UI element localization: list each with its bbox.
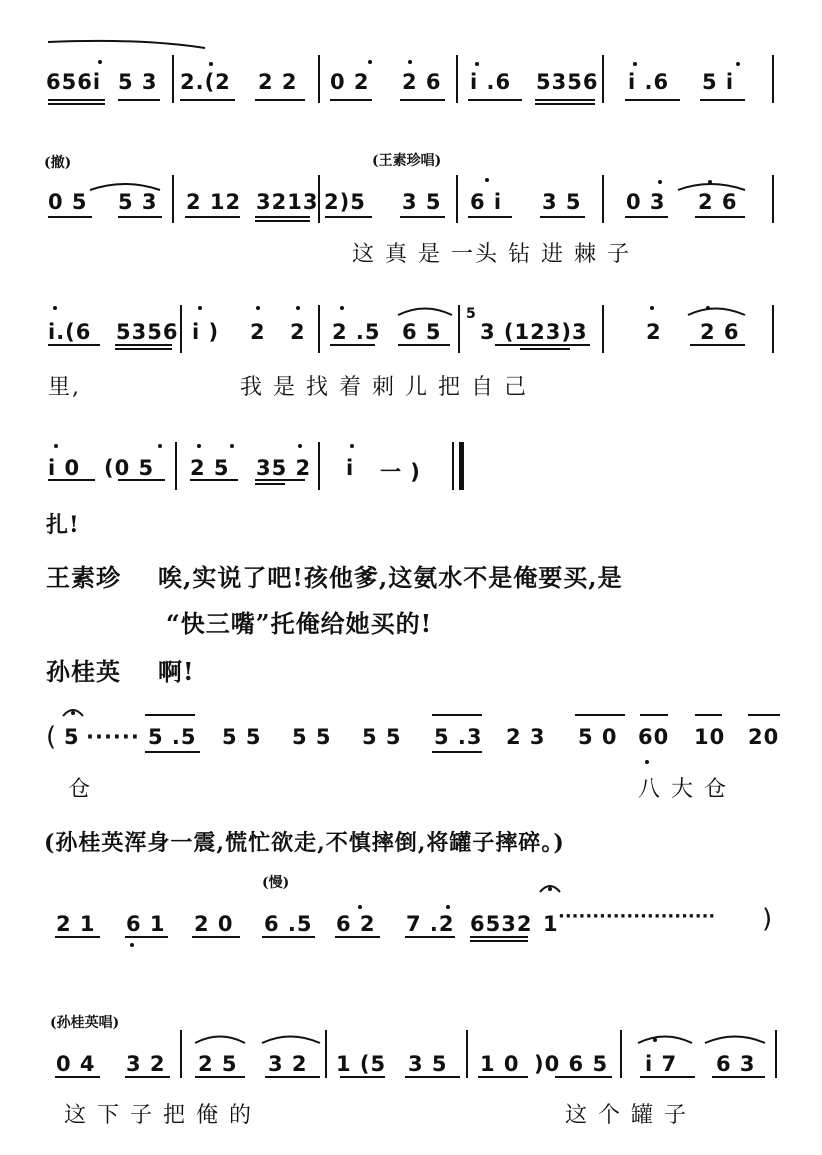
- note-cell: 2 0: [194, 912, 234, 936]
- barline: [175, 442, 177, 490]
- close-paren: ): [762, 904, 774, 934]
- note-cell: 3 5: [542, 190, 582, 214]
- barline: [458, 305, 460, 353]
- note-cell: 3 2: [268, 1052, 308, 1076]
- barline: [180, 305, 182, 353]
- note-cell: 5 .5: [148, 725, 197, 749]
- note-cell: 6532: [470, 912, 533, 936]
- note-cell: 2: [250, 320, 266, 344]
- dialogue-text: 唉,实说了吧!孩他爹,这氨水不是俺要买,是: [158, 563, 623, 592]
- note-cell: 2 6: [700, 320, 740, 344]
- note-cell: 5 .3: [434, 725, 483, 749]
- note-cell: 5 5: [222, 725, 262, 749]
- barline: [318, 55, 320, 103]
- barline: [772, 305, 774, 353]
- note-cell: 5356: [536, 70, 599, 94]
- barline: [466, 1030, 468, 1078]
- note-cell: i ): [192, 320, 220, 344]
- note-cell: 2 12: [186, 190, 242, 214]
- barline: [620, 1030, 622, 1078]
- note-cell: 3 2: [126, 1052, 166, 1076]
- note-cell: 3 5: [408, 1052, 448, 1076]
- note-cell: 35 2: [256, 456, 312, 480]
- note-cell: 5 i: [702, 70, 735, 94]
- note-cell: 2 2: [258, 70, 298, 94]
- lyric-cang: 仓: [68, 777, 93, 802]
- lyrics: 这 真 是 一头 钻 进 棘 子: [352, 242, 631, 267]
- note-cell: (0 5: [104, 456, 155, 480]
- note-cell: 0 2: [330, 70, 370, 94]
- note-cell: i 0: [48, 456, 81, 480]
- note-cell: 5 3: [118, 70, 158, 94]
- barline: [602, 305, 604, 353]
- note-cell: 2)5: [324, 190, 366, 214]
- note-cell: 2 5: [198, 1052, 238, 1076]
- note-cell: i 7: [645, 1052, 678, 1076]
- barline: [172, 175, 174, 223]
- note-cell: 2 6: [402, 70, 442, 94]
- barline: [172, 55, 174, 103]
- note-cell: 5 5: [292, 725, 332, 749]
- note-cell: 2 .5: [332, 320, 381, 344]
- barline: [456, 55, 458, 103]
- dialogue-text: 啊!: [158, 657, 195, 686]
- note-cell: 6 2: [336, 912, 376, 936]
- barline: [325, 1030, 327, 1078]
- note-cell: 5356: [116, 320, 179, 344]
- note-cell: 20: [748, 725, 780, 749]
- note-cell: i .6: [470, 70, 512, 94]
- dots: ······: [86, 725, 140, 749]
- note-cell: 2: [290, 320, 306, 344]
- stage-direction: (孙桂英浑身一震,慌忙欲走,不慎摔倒,将罐子摔碎。): [44, 830, 565, 856]
- note-cell: 7 .2: [406, 912, 455, 936]
- note-cell: 6 1: [126, 912, 166, 936]
- note-cell: 1 (5: [336, 1052, 387, 1076]
- barline: [318, 442, 320, 490]
- note-cell: i: [346, 456, 355, 480]
- note-cell: 5: [64, 725, 80, 749]
- barline: [602, 55, 604, 103]
- note-cell: 3 5: [402, 190, 442, 214]
- barline: [456, 175, 458, 223]
- barline: [180, 1030, 182, 1078]
- barline: [318, 305, 320, 353]
- note-cell: 1: [543, 912, 559, 936]
- note-cell: 5 5: [362, 725, 402, 749]
- note-cell: 6 i: [470, 190, 503, 214]
- lyrics: 这 个 罐 子: [565, 1103, 688, 1128]
- barline: [602, 175, 604, 223]
- barline: [452, 442, 454, 490]
- annotation-singer: (王素珍唱): [372, 153, 442, 169]
- note-cell: 2 5: [190, 456, 230, 480]
- dialogue-text: “快三嘴”托俺给她买的!: [166, 609, 433, 638]
- note-cell: 一 ): [380, 460, 421, 484]
- note-cell: 0 5: [48, 190, 88, 214]
- note-cell: 60: [638, 725, 670, 749]
- annotation-withdraw: (撤): [44, 155, 72, 171]
- note-cell: i.(6: [48, 320, 92, 344]
- note-cell: 1 0: [480, 1052, 520, 1076]
- open-paren: (: [46, 722, 58, 752]
- dialogue-speaker: 孙桂英: [46, 657, 121, 686]
- note-cell: 6 .5: [264, 912, 313, 936]
- note-cell: 2 1: [56, 912, 96, 936]
- lyrics: 八 大 仓: [638, 777, 728, 802]
- note-cell: 2.(2: [180, 70, 231, 94]
- dots: ·······················: [558, 906, 716, 927]
- note-cell: 3213: [256, 190, 319, 214]
- note-cell: 5 0: [578, 725, 618, 749]
- note-cell: )0 6 5: [534, 1052, 609, 1076]
- annotation-tempo: (慢): [262, 875, 290, 891]
- note-cell: 2 3: [506, 725, 546, 749]
- lyrics: 我 是 找 着 刺 儿 把 自 己: [240, 375, 528, 400]
- annotation-singer: (孙桂英唱): [50, 1015, 120, 1031]
- lyric-end: 扎!: [46, 512, 80, 538]
- note-cell: i .6: [628, 70, 670, 94]
- note-cell: 3 (123)3: [480, 320, 588, 344]
- note-cell: 6 5: [402, 320, 442, 344]
- barline: [772, 55, 774, 103]
- lyrics: 这 下 子 把 俺 的: [64, 1103, 253, 1128]
- barline: [775, 1030, 777, 1078]
- note-cell: 5 3: [118, 190, 158, 214]
- lyric-start: 里,: [48, 375, 81, 400]
- final-barline: [459, 442, 464, 490]
- note-cell: 0 4: [56, 1052, 96, 1076]
- barline: [772, 175, 774, 223]
- note-cell: 656i: [46, 70, 102, 94]
- grace-note: 5: [466, 306, 477, 322]
- note-cell: 2: [646, 320, 662, 344]
- note-cell: 0 3: [626, 190, 666, 214]
- note-cell: 2 6: [698, 190, 738, 214]
- note-cell: 6 3: [716, 1052, 756, 1076]
- note-cell: 10: [694, 725, 726, 749]
- dialogue-speaker: 王素珍: [46, 563, 121, 592]
